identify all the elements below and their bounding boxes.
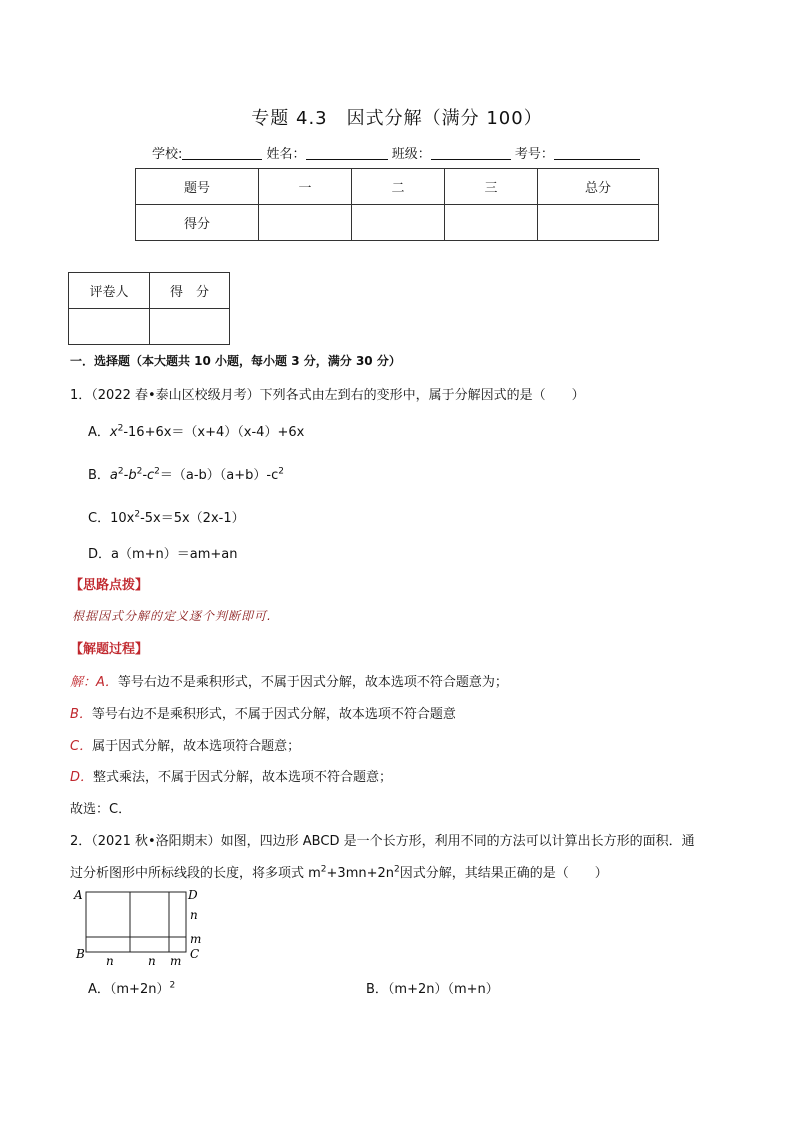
- score-header-cell: 总分: [538, 169, 659, 205]
- class-label: 班级：: [391, 147, 431, 162]
- bottom-label-n2: n: [148, 954, 156, 968]
- grader-score-header: 得 分: [150, 273, 230, 309]
- q2-option-b[interactable]: B．（m+2n）（m+n）: [366, 982, 499, 997]
- process-label: 【解题过程】: [70, 642, 149, 657]
- name-label: 姓名：: [266, 147, 306, 162]
- score-header-cell: 二: [352, 169, 445, 205]
- score-header-cell: 三: [445, 169, 538, 205]
- solution-line: B．等号右边不是乘积形式，不属于因式分解，故本选项不符合题意: [70, 707, 456, 722]
- name-blank[interactable]: [306, 145, 388, 160]
- reviewer-cell[interactable]: [69, 309, 150, 345]
- solution-line: C．属于因式分解，故本选项符合题意；: [70, 739, 301, 754]
- bottom-label-m: m: [170, 954, 182, 968]
- class-blank[interactable]: [431, 145, 511, 160]
- q1-option-d[interactable]: D．a（m+n）＝am+an: [88, 547, 238, 562]
- vertex-d-label: D: [188, 888, 198, 902]
- grader-table: [68, 272, 230, 345]
- score-cell[interactable]: [352, 205, 445, 241]
- score-cell[interactable]: [259, 205, 352, 241]
- score-row-label: 得分: [136, 205, 259, 241]
- score-table-score-row: [136, 205, 659, 241]
- q2-option-a[interactable]: A．$(m+2n)^2$: [88, 980, 176, 997]
- exam-no-blank[interactable]: [554, 145, 640, 160]
- vertex-a-label: A: [74, 888, 83, 902]
- question-1-stem: 1．（2022 春•泰山区校级月考）下列各式由左到右的变形中，属于分解因式的是（ ）: [70, 388, 585, 403]
- vertex-c-label: C: [190, 947, 200, 961]
- question-2-stem-line2: 过分析图形中所标线段的长度，将多项式 $m^2+3mn+2n^2$因式分解，其结果正确的是（ ）: [70, 864, 608, 881]
- score-table: [135, 168, 659, 241]
- school-blank[interactable]: [182, 145, 262, 160]
- student-info-line: [152, 143, 640, 162]
- score-header-cell: 题号: [136, 169, 259, 205]
- solution-line: D．整式乘法，不属于因式分解，故本选项不符合题意；: [70, 770, 393, 785]
- score-cell[interactable]: [445, 205, 538, 241]
- thought-label: 【思路点拨】: [70, 578, 149, 593]
- score-cell[interactable]: [538, 205, 659, 241]
- vertex-b-label: B: [76, 947, 85, 961]
- side-label-m: m: [190, 932, 202, 946]
- exam-no-label: 考号：: [514, 147, 554, 162]
- page-title: 专题 4.3 因式分解（满分 100）: [251, 108, 543, 129]
- reviewer-header: 评卷人: [69, 273, 150, 309]
- q1-option-c[interactable]: C．$10x^2-5x=5x(2x-1)$: [88, 509, 245, 526]
- question-2-stem-line1: 2．（2021 秋•洛阳期末）如图，四边形 ABCD 是一个长方形，利用不同的方法可以计算出长方形的面积．通: [70, 834, 695, 849]
- grader-score-cell[interactable]: [150, 309, 230, 345]
- school-label: 学校:: [152, 147, 183, 162]
- side-label-n: n: [190, 908, 198, 922]
- q1-option-a[interactable]: A．$x^2-16+6x=(x+4)(x-4)+6x$: [88, 423, 305, 440]
- thought-text: 根据因式分解的定义逐个判断即可.: [72, 609, 272, 623]
- q1-option-b[interactable]: B．$a^2-b^2-c^2=(a-b)(a+b)-c^2$: [88, 466, 284, 483]
- solution-answer: 故选：C．: [70, 802, 132, 817]
- rectangle-abcd: [86, 892, 186, 952]
- score-table-header-row: [136, 169, 659, 205]
- solution-line: 解：A．等号右边不是乘积形式，不属于因式分解，故本选项不符合题意为；: [70, 675, 508, 690]
- section-heading: 一．选择题（本大题共 10 小题，每小题 3 分，满分 30 分）: [70, 354, 401, 368]
- score-header-cell: 一: [259, 169, 352, 205]
- rectangle-figure: [72, 884, 212, 970]
- bottom-label-n1: n: [106, 954, 114, 968]
